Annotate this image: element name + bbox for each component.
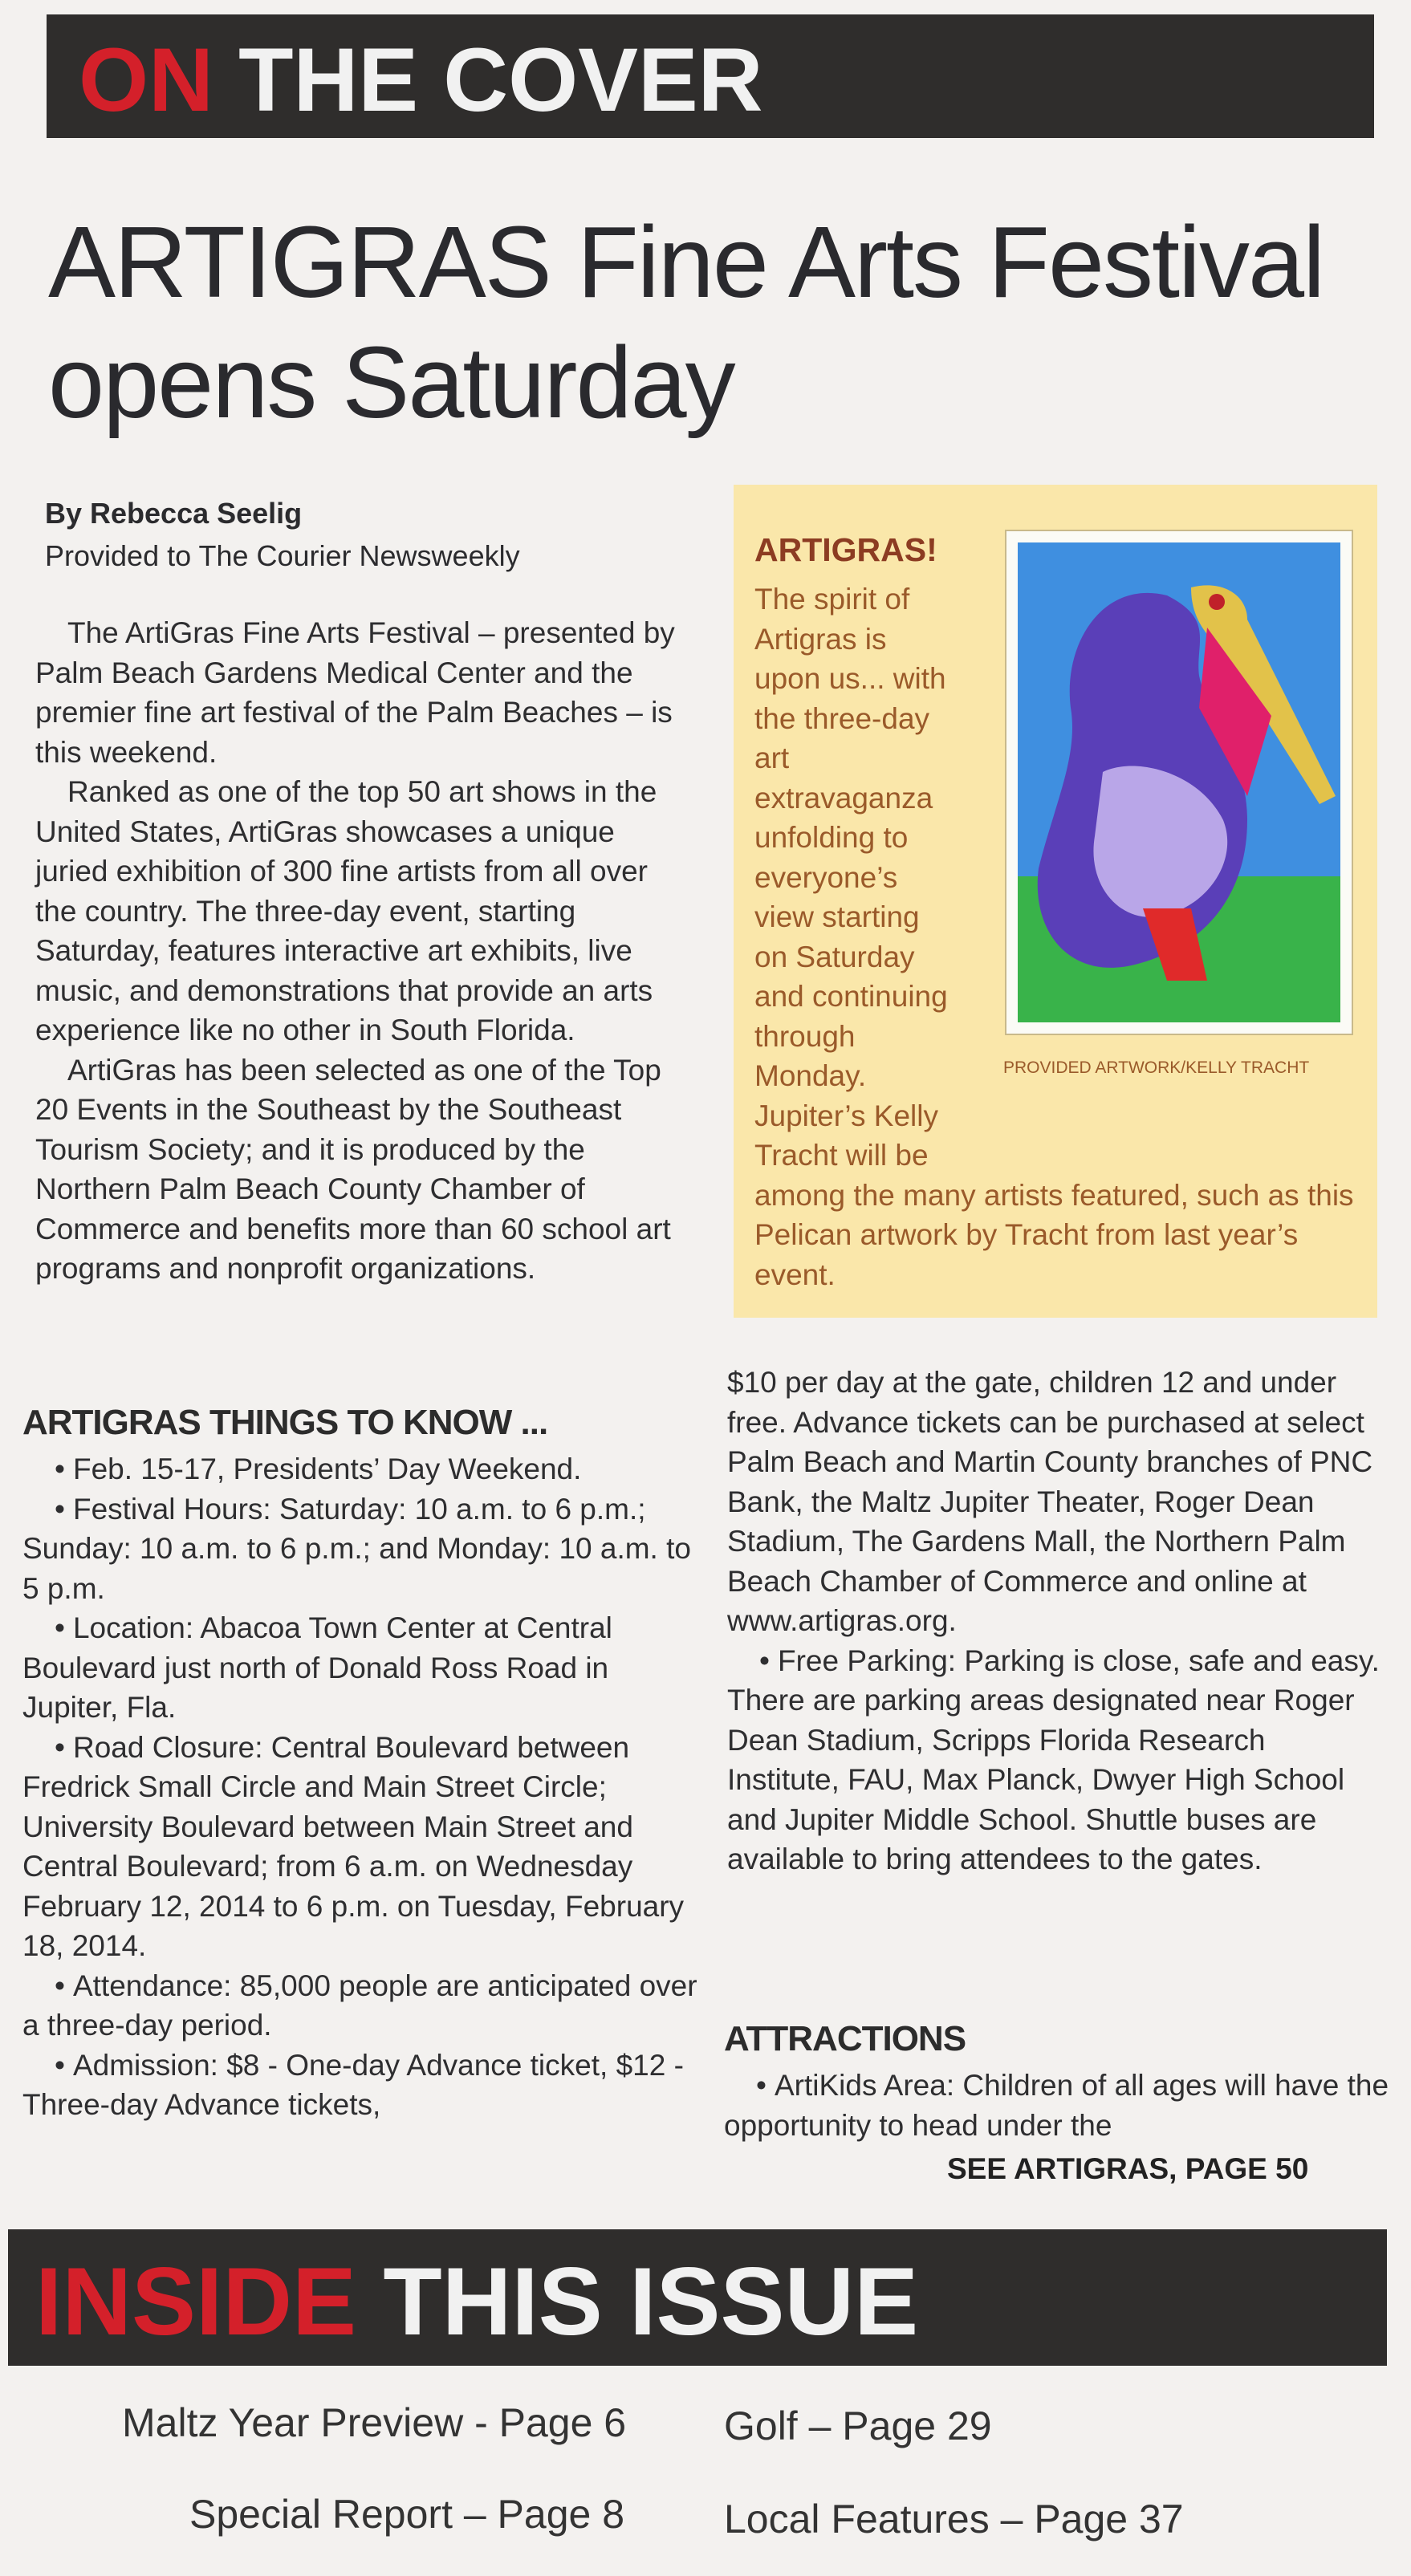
body-paragraph: The ArtiGras Fine Arts Festival – presented by Palm Beach Gardens Medical Center and the premier fine art festival of the Palm Beaches – is this weekend. (35, 616, 675, 769)
byline-block (45, 491, 703, 576)
body-paragraph: Ranked as one of the top 50 art shows in the United States, ArtiGras showcases a unique juried exhibition of 300 fine artists from all over the country. The three-day event, starting Saturday, features interactive art exhibits, live music, and demonstrations that provide an arts experience like no other in South Florida. (35, 775, 657, 1046)
artigras-sidebar (734, 485, 1377, 1318)
banner-text: THIS ISSUE (356, 2248, 919, 2355)
on-the-cover-banner (47, 14, 1374, 138)
attractions-heading: ATTRACTIONS (724, 2019, 966, 2058)
list-item: • Feb. 15-17, Presidents’ Day Weekend. (22, 1449, 703, 1489)
sidebar-text-wide: among the many artists featured, such as this Pelican artwork by Tracht from last year’s event. (754, 1178, 1354, 1291)
continued-jump-line: SEE ARTIGRAS, PAGE 50 (947, 2152, 1309, 2185)
right-column (727, 1363, 1385, 1879)
attractions (724, 2013, 1390, 2145)
list-item: • Admission: $8 - One-day Advance ticket, $12 - Three-day Advance tickets, (22, 2046, 703, 2125)
banner-accent: INSIDE (35, 2248, 357, 2355)
byline: By Rebecca Seelig (45, 497, 303, 530)
inside-this-issue-banner (8, 2229, 1387, 2366)
things-to-know (22, 1396, 703, 2125)
sidebar-text (754, 579, 1364, 1294)
toc-item: Special Report – Page 8 (189, 2492, 625, 2537)
toc-item: Maltz Year Preview - Page 6 (122, 2400, 627, 2445)
byline-credit: Provided to The Courier Newsweekly (45, 539, 520, 572)
list-item: • ArtiKids Area: Children of all ages will have the opportunity to head under the (724, 2066, 1390, 2145)
photo-credit: PROVIDED ARTWORK/KELLY TRACHT (1003, 1058, 1310, 1077)
toc-item: Local Features – Page 37 (724, 2497, 1184, 2541)
things-to-know-heading: ARTIGRAS THINGS TO KNOW ... (22, 1403, 548, 1442)
body-paragraph: ArtiGras has been selected as one of the Top 20 Events in the Southeast by the Southeast Tourism Society; and it is produced by the Northern Palm Beach County Chamber of Commerce and benefits more than 60 school art programs and nonprofit organizations. (35, 1053, 671, 1285)
headline: ARTIGRAS Fine Arts Festival opens Saturday (48, 205, 1324, 439)
sidebar-text-narrow: The spirit of Artigras is upon us... with the three-day art extravaganza unfolding to everyone’s view starting on Saturday and continuing through Monday. Jupiter’s Kelly Tracht will be (754, 583, 948, 1172)
list-item: • Road Closure: Central Boulevard between Fredrick Small Circle and Main Street Circle; University Boulevard between Main Street and Central Boulevard; from 6 a.m. on Wednesday February 12, 2014 to 6 p.m. on Tuesday, February 18, 2014. (22, 1728, 703, 1966)
list-item: • Festival Hours: Saturday: 10 a.m. to 6 p.m.; Sunday: 10 a.m. to 6 p.m.; and Monday: 10 a.m. to 5 p.m. (22, 1489, 703, 1609)
list-item: • Attendance: 85,000 people are anticipated over a three-day period. (22, 1966, 703, 2046)
banner-text: THE COVER (213, 30, 763, 130)
list-item: • Location: Abacoa Town Center at Central Boulevard just north of Donald Ross Road in Jupiter, Fla. (22, 1608, 703, 1728)
list-item: • Free Parking: Parking is close, safe and easy. There are parking areas designated near Roger Dean Stadium, Scripps Florida Research Institute, FAU, Max Planck, Dwyer High School and Jupiter Middle School. Shuttle buses are available to bring attendees to the gates. (727, 1641, 1385, 1879)
article-body (35, 613, 692, 1289)
toc-item: Golf – Page 29 (724, 2403, 992, 2448)
sidebar-title: ARTIGRAS! (754, 531, 937, 568)
banner-accent: ON (79, 30, 213, 130)
admission-continuation: $10 per day at the gate, children 12 and under free. Advance tickets can be purchased at select Palm Beach and Martin County branches of PNC Bank, the Maltz Jupiter Theater, Roger Dean Stadium, The Gardens Mall, the Northern Palm Beach Chamber of Commerce and online at www.artigras.org. (727, 1366, 1373, 1637)
